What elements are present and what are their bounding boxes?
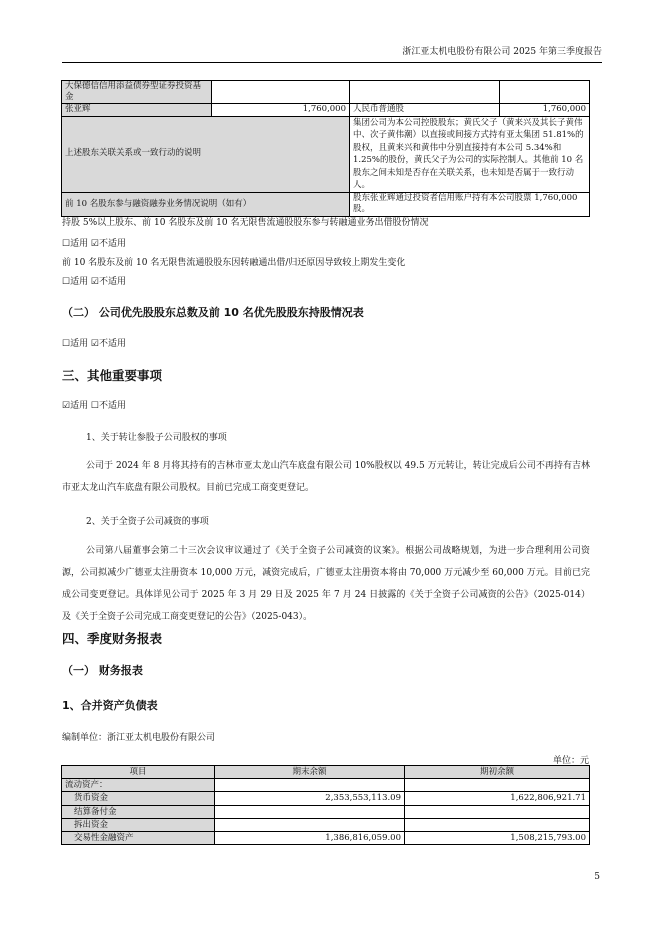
margin-label: 前 10 名股东参与融资融券业务情况说明（如有） xyxy=(62,192,350,216)
preferred-choice: ☐适用 ☑不适用 xyxy=(62,339,126,349)
table-row xyxy=(62,116,590,192)
report-title: 浙江亚太机电股份有限公司 2025 年第三季度报告 xyxy=(402,47,602,57)
row-item: 结算备付金 xyxy=(62,805,215,818)
share-amount xyxy=(500,81,590,104)
table-row xyxy=(62,832,590,845)
row-end xyxy=(215,818,405,831)
relation-label: 上述股东关联关系或一致行动的说明 xyxy=(62,116,350,192)
lending-title: 持股 5%以上股东、前 10 名股东及前 10 名无限售流通股股东参与转融通业务出借股份情况 xyxy=(62,218,429,228)
table-row xyxy=(62,779,590,792)
balance-sheet-title: 1、合并资产负债表 xyxy=(62,699,158,712)
item2-text: 公司第八届董事会第二十三次会议审议通过了《关于全资子公司减资的议案》。根据公司战略规划，为进一步合理利用公司资源，公司拟减少广德亚太注册资本 10,000 万元，减资完成后，广德亚太注册资本将由 70,000 万元减少至 60,000 万元。目前已完成公司变更登记。具体详见公司于 2025 年 3 月 29 日及 2025 年 7 月 24 日披露的《关于全资子公司减资的公告》（2025-014）及《关于全资子公司完成工商变更登记的公告》（2025-043）。 xyxy=(62,546,590,622)
share-type: 人民币普通股 xyxy=(350,104,500,117)
holder-shares: 1,760,000 xyxy=(212,104,350,117)
change-title: 前 10 名股东及前 10 名无限售流通股股东因转融通出借/归还原因导致较上期发生变化 xyxy=(62,258,406,268)
row-begin xyxy=(405,779,590,792)
row-item: 流动资产： xyxy=(62,779,215,792)
preferred-heading: （二） 公司优先股股东总数及前 10 名优先股股东持股情况表 xyxy=(62,306,364,319)
col-header-begin: 期初余额 xyxy=(405,766,590,779)
change-choice: ☐适用 ☑不适用 xyxy=(62,277,126,287)
holder-shares xyxy=(212,81,350,104)
item1-text: 公司于 2024 年 8 月将其持有的吉林市亚太龙山汽车底盘有限公司 10%股权以 49.5 万元转让，转让完成后公司不再持有吉林市亚太龙山汽车底盘有限公司股权。目前已完成工商变更登记。 xyxy=(62,461,590,493)
balance-sheet-table xyxy=(61,765,590,845)
holder-name: 大保德信信用添益债券型证券投资基金 xyxy=(62,81,212,104)
table-header-row xyxy=(62,766,590,779)
page-header xyxy=(62,44,602,63)
item1-title: 1、关于转让参股子公司股权的事项 xyxy=(86,433,227,443)
page-number: 5 xyxy=(594,872,600,882)
lending-choice: ☐适用 ☑不适用 xyxy=(62,239,126,249)
item2-title: 2、关于全资子公司减资的事项 xyxy=(86,517,209,527)
statements-heading: （一） 财务报表 xyxy=(62,664,143,677)
holder-name: 张亚辉 xyxy=(62,104,212,117)
table-row xyxy=(62,81,590,104)
table-row xyxy=(62,818,590,831)
unit-label: 单位：元 xyxy=(552,756,589,766)
row-item: 货币资金 xyxy=(62,792,215,805)
col-header-item: 项目 xyxy=(62,766,215,779)
relation-text: 集团公司为本公司控股股东；黄氏父子（黄来兴及其长子黄伟中、次子黄伟潮）以直接或间接方式持有亚太集团 51.81%的股权，且黄来兴和黄伟中分别直接持有本公司 5.34%和 1.25%的股份，黄氏父子为公司的实际控制人。其他前 10 名股东之间未知是否存在关联关系，也未知是否属于一致行动人。 xyxy=(350,116,590,192)
row-end: 1,386,816,059.00 xyxy=(215,832,405,845)
row-end xyxy=(215,779,405,792)
other-matters-choice: ☑适用 ☐不适用 xyxy=(62,401,126,411)
row-begin xyxy=(405,805,590,818)
table-row xyxy=(62,192,590,216)
other-matters-heading: 三、其他重要事项 xyxy=(62,368,163,383)
margin-text: 股东张亚辉通过投资者信用账户持有本公司股票 1,760,000 股。 xyxy=(350,192,590,216)
shareholder-table xyxy=(61,80,590,217)
row-item: 交易性金融资产 xyxy=(62,832,215,845)
share-type xyxy=(350,81,500,104)
row-item: 拆出资金 xyxy=(62,818,215,831)
col-header-end: 期末余额 xyxy=(215,766,405,779)
row-begin: 1,508,215,793.00 xyxy=(405,832,590,845)
share-amount: 1,760,000 xyxy=(500,104,590,117)
table-row xyxy=(62,792,590,805)
row-begin xyxy=(405,818,590,831)
row-begin: 1,622,806,921.71 xyxy=(405,792,590,805)
table-row xyxy=(62,805,590,818)
financial-heading: 四、季度财务报表 xyxy=(62,631,163,646)
compiler: 编制单位：浙江亚太机电股份有限公司 xyxy=(62,733,216,743)
row-end xyxy=(215,805,405,818)
table-row xyxy=(62,104,590,117)
row-end: 2,353,553,113.09 xyxy=(215,792,405,805)
